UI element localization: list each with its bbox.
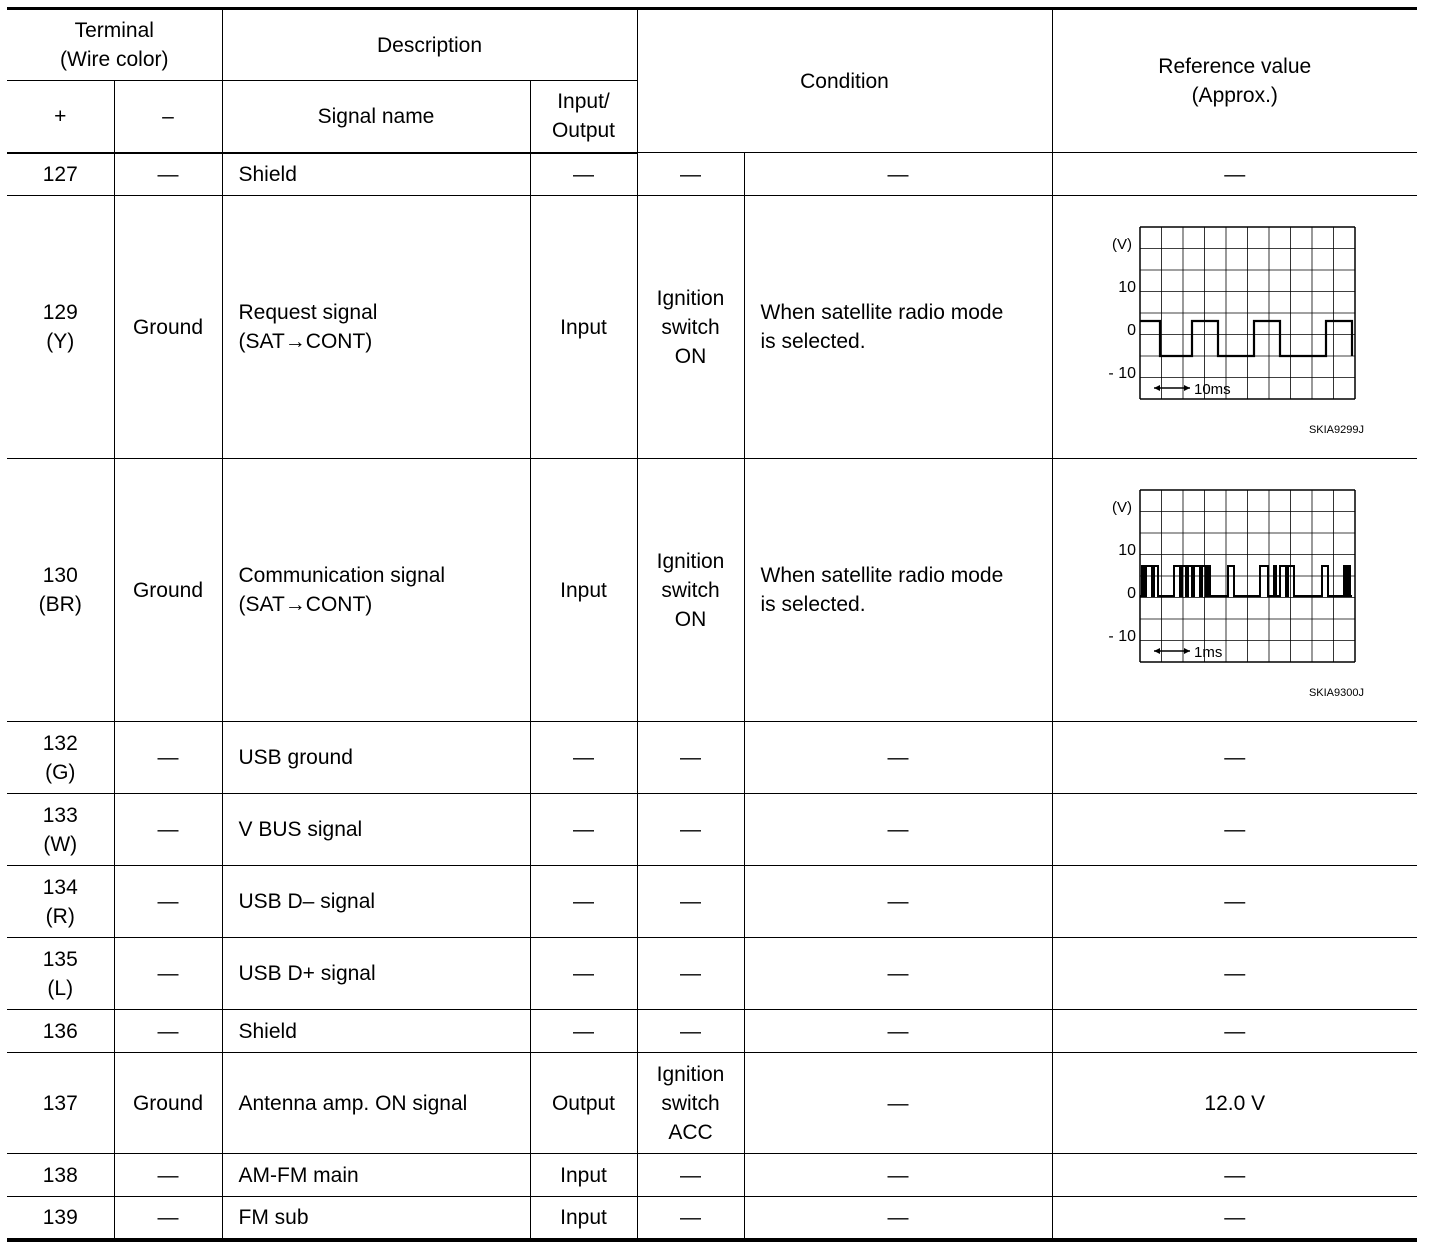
table-row [7,459,1417,722]
input-output: — [530,153,637,196]
table-row [7,866,1417,938]
condition: — [744,153,1052,196]
signal-name: USB D– signal [222,866,530,938]
request-signal-waveform [1100,217,1370,437]
reference-value: — [1052,153,1417,196]
condition-switch: — [637,866,744,938]
condition: — [744,722,1052,794]
condition-switch: — [637,938,744,1010]
signal-name: Request signal (SAT→CONT) [222,196,530,459]
condition: — [744,1053,1052,1154]
condition-switch: Ignition switch ON [637,196,744,459]
condition-switch: — [637,1154,744,1197]
signal-name: USB D+ signal [222,938,530,1010]
reference-value: 12.0 V [1052,1053,1417,1154]
input-output: Input [530,196,637,459]
minus-header: – [114,81,222,153]
graph-y-unit: (V) [1111,499,1132,516]
signal-name-header: Signal name [222,81,530,153]
input-output: — [530,938,637,1010]
table-row [7,938,1417,1010]
waveform-trace [1140,321,1352,356]
signal-name: Communication signal (SAT→CONT) [222,459,530,722]
condition-switch: Ignition switch ACC [637,1053,744,1154]
condition: — [744,1010,1052,1053]
graph-y-tick: 0 [1126,322,1136,339]
condition-switch: — [637,153,744,196]
waveform-trace [1140,566,1352,596]
description-header: Description [222,9,637,81]
table-row [7,1154,1417,1197]
io-header: Input/ Output [530,81,637,153]
reference-value: — [1052,1197,1417,1240]
condition: — [744,938,1052,1010]
reference-value: — [1052,1154,1417,1197]
graph-y-tick: 10 [1117,279,1136,296]
reference-header: Reference value (Approx.) [1052,9,1417,153]
condition-header: Condition [637,9,1052,153]
graph-time-label: 1ms [1193,644,1223,661]
graph-y-unit: (V) [1111,236,1132,253]
terminal-plus: 129 (Y) [7,196,114,459]
terminal-plus: 134 (R) [7,866,114,938]
condition: When satellite radio mode is selected. [744,196,1052,459]
graph-y-tick: 10 [1117,542,1136,559]
signal-name: Shield [222,153,530,196]
signal-name: AM-FM main [222,1154,530,1197]
terminal-minus: — [114,722,222,794]
condition: — [744,866,1052,938]
table-row [7,794,1417,866]
figure-code: SKIA9300J [1308,687,1364,699]
signal-name: V BUS signal [222,794,530,866]
terminal-minus: — [114,1197,222,1240]
input-output: Input [530,459,637,722]
header-row-1 [7,9,1417,81]
figure-code: SKIA9299J [1308,424,1364,436]
condition-switch: — [637,722,744,794]
terminal-minus: — [114,1154,222,1197]
table-row [7,1010,1417,1053]
reference-value: — [1052,1010,1417,1053]
table-row [7,1197,1417,1240]
condition: When satellite radio mode is selected. [744,459,1052,722]
terminal-plus: 133 (W) [7,794,114,866]
condition: — [744,1197,1052,1240]
graph-grid [1140,227,1355,399]
reference-value: — [1052,794,1417,866]
terminal-plus: 137 [7,1053,114,1154]
condition-switch: — [637,1197,744,1240]
terminal-minus: Ground [114,459,222,722]
input-output: — [530,866,637,938]
input-output: — [530,1010,637,1053]
plus-header: + [7,81,114,153]
terminal-plus: 132 (G) [7,722,114,794]
condition-switch: Ignition switch ON [637,459,744,722]
terminal-minus: — [114,938,222,1010]
terminal-table [7,7,1417,1242]
terminal-plus: 136 [7,1010,114,1053]
signal-name: USB ground [222,722,530,794]
condition-switch: — [637,794,744,866]
communication-signal-waveform [1100,480,1370,700]
terminal-plus: 130 (BR) [7,459,114,722]
input-output: — [530,794,637,866]
condition: — [744,1154,1052,1197]
reference-waveform-cell [1052,196,1417,459]
signal-name: FM sub [222,1197,530,1240]
graph-y-tick: 0 [1126,585,1136,602]
table-row [7,1053,1417,1154]
graph-y-tick: - 10 [1108,365,1136,382]
input-output: Output [530,1053,637,1154]
condition-switch: — [637,1010,744,1053]
condition: — [744,794,1052,866]
graph-y-tick: - 10 [1108,628,1136,645]
table-row [7,722,1417,794]
reference-value: — [1052,722,1417,794]
terminal-plus: 127 [7,153,114,196]
terminal-plus: 135 (L) [7,938,114,1010]
reference-value: — [1052,866,1417,938]
terminal-minus: Ground [114,196,222,459]
terminal-minus: — [114,153,222,196]
table-row [7,196,1417,459]
table-row [7,153,1417,196]
signal-name: Antenna amp. ON signal [222,1053,530,1154]
reference-value: — [1052,938,1417,1010]
terminal-minus: — [114,1010,222,1053]
signal-name: Shield [222,1010,530,1053]
reference-waveform-cell [1052,459,1417,722]
terminal-plus: 138 [7,1154,114,1197]
input-output: Input [530,1154,637,1197]
terminal-header: Terminal (Wire color) [7,9,222,81]
terminal-minus: — [114,866,222,938]
input-output: — [530,722,637,794]
graph-time-label: 10ms [1193,381,1231,398]
terminal-minus: — [114,794,222,866]
terminal-plus: 139 [7,1197,114,1240]
input-output: Input [530,1197,637,1240]
terminal-minus: Ground [114,1053,222,1154]
